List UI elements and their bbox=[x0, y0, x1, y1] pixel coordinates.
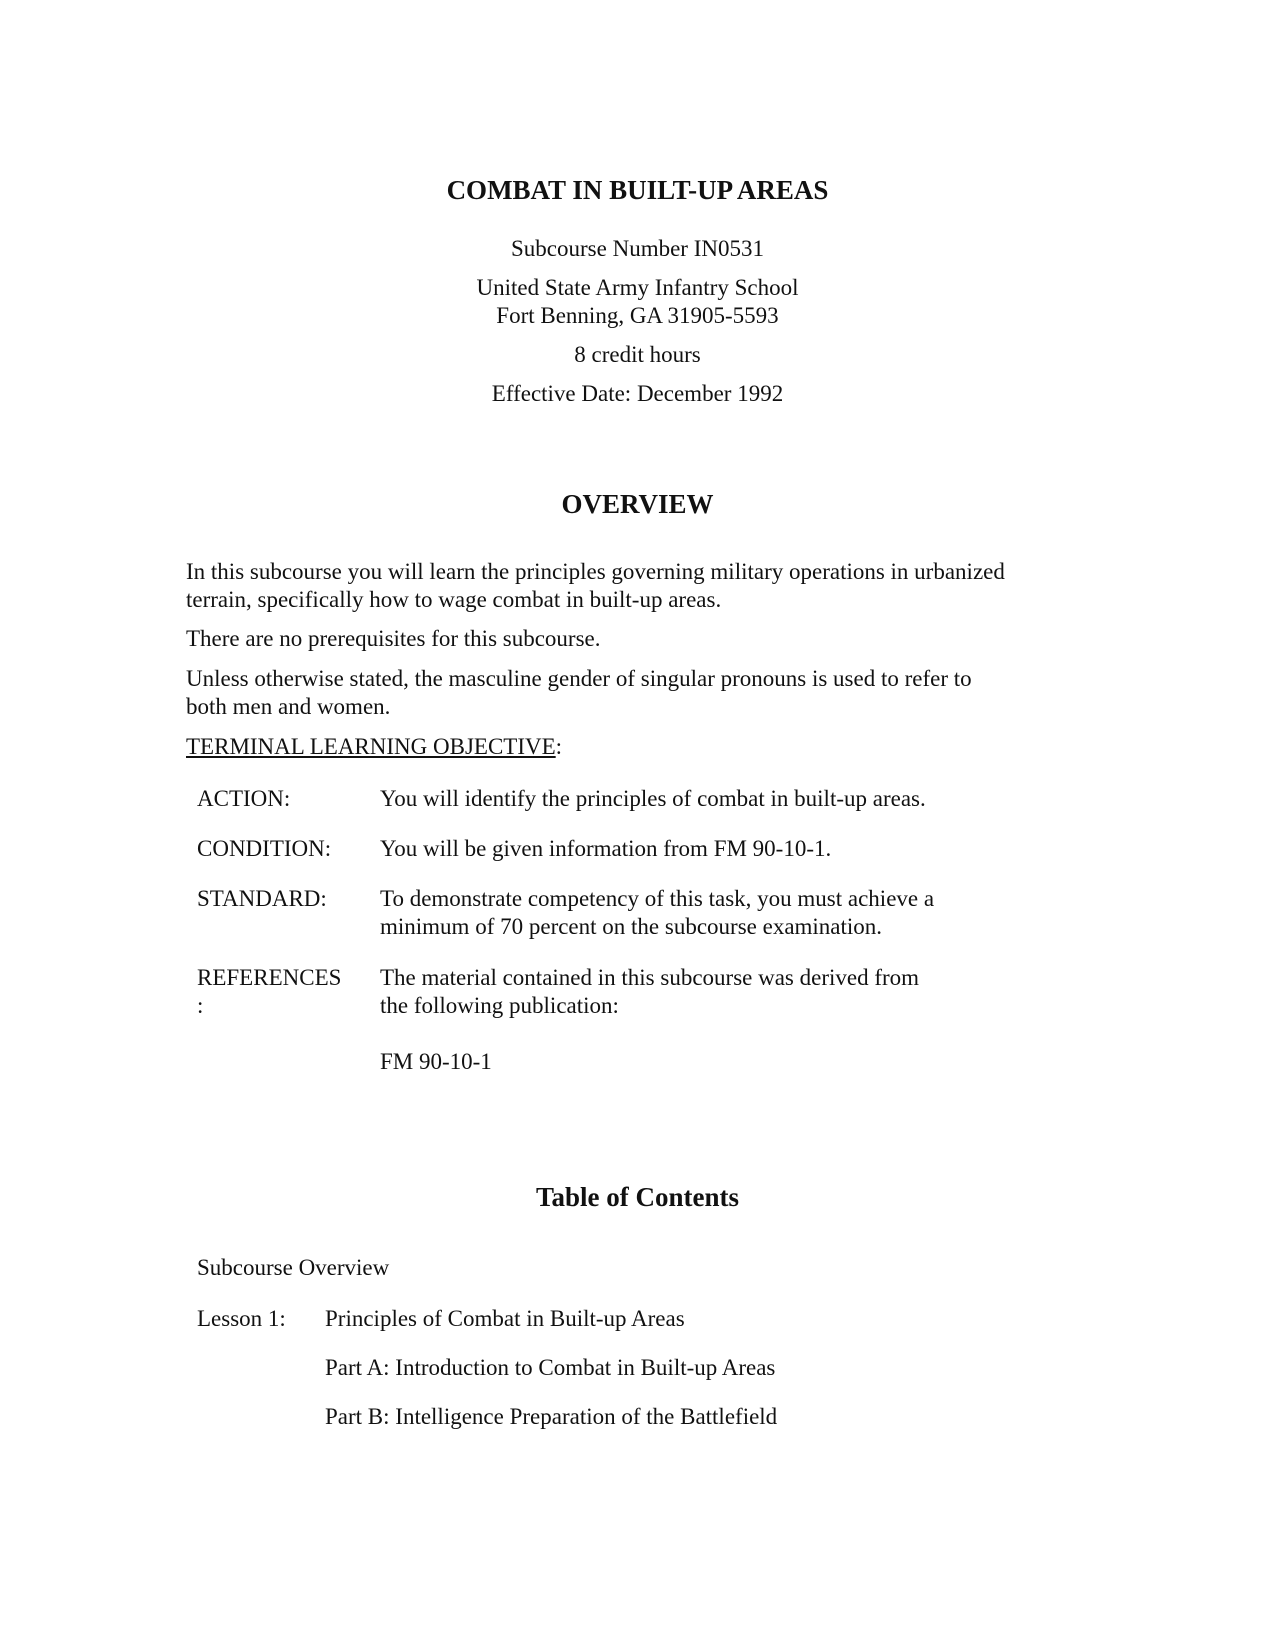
overview-paragraph-1-line-2: terrain, specifically how to wage combat in built-up areas. bbox=[186, 587, 722, 612]
toc-lesson-1-label: Lesson 1: bbox=[197, 1306, 286, 1331]
subcourse-number: Subcourse Number IN0531 bbox=[511, 236, 764, 261]
references-value-line-1: The material contained in this subcourse was derived from bbox=[380, 965, 920, 990]
overview-paragraph-1 bbox=[186, 558, 1086, 614]
references-publication: FM 90-10-1 bbox=[380, 1049, 492, 1074]
credit-hours: 8 credit hours bbox=[574, 342, 701, 367]
tlo-heading-line bbox=[186, 733, 1086, 761]
condition-label: CONDITION: bbox=[197, 836, 332, 861]
overview-paragraph-3-line-2: both men and women. bbox=[186, 694, 391, 719]
overview-paragraph-3-line-1: Unless otherwise stated, the masculine gender of singular pronouns is used to refer to bbox=[186, 666, 972, 691]
action-value: You will identify the principles of combat in built-up areas. bbox=[380, 786, 926, 811]
references-label-line-1: REFERENCES bbox=[197, 965, 342, 990]
overview-heading: OVERVIEW bbox=[561, 489, 714, 519]
overview-paragraph-3 bbox=[186, 665, 1086, 721]
tlo-heading: TERMINAL LEARNING OBJECTIVE bbox=[186, 734, 556, 759]
standard-label: STANDARD: bbox=[197, 886, 327, 911]
references-label bbox=[197, 964, 362, 1020]
references-value bbox=[380, 964, 1020, 1020]
school-name: United State Army Infantry School bbox=[476, 275, 799, 300]
standard-value bbox=[380, 885, 1020, 941]
toc-subcourse-overview: Subcourse Overview bbox=[197, 1255, 390, 1280]
references-value-line-2: the following publication: bbox=[380, 993, 619, 1018]
toc-lesson-1-title: Principles of Combat in Built-up Areas bbox=[325, 1306, 685, 1331]
action-label: ACTION: bbox=[197, 786, 291, 811]
overview-paragraph-2: There are no prerequisites for this subcourse. bbox=[186, 626, 601, 651]
toc-part-a: Part A: Introduction to Combat in Built-up Areas bbox=[325, 1355, 776, 1380]
tlo-heading-colon: : bbox=[555, 734, 563, 759]
overview-paragraph-1-line-1: In this subcourse you will learn the principles governing military operations in urbanized bbox=[186, 559, 1005, 584]
standard-value-line-2: minimum of 70 percent on the subcourse examination. bbox=[380, 914, 883, 939]
toc-heading: Table of Contents bbox=[535, 1182, 740, 1212]
condition-value: You will be given information from FM 90-10-1. bbox=[380, 836, 832, 861]
standard-value-line-1: To demonstrate competency of this task, you must achieve a bbox=[380, 886, 935, 911]
effective-date: Effective Date: December 1992 bbox=[491, 381, 784, 406]
toc-part-b: Part B: Intelligence Preparation of the Battlefield bbox=[325, 1404, 778, 1429]
school-address: Fort Benning, GA 31905-5593 bbox=[496, 303, 779, 328]
references-label-line-2: : bbox=[197, 993, 204, 1018]
document-title: COMBAT IN BUILT-UP AREAS bbox=[446, 175, 829, 205]
